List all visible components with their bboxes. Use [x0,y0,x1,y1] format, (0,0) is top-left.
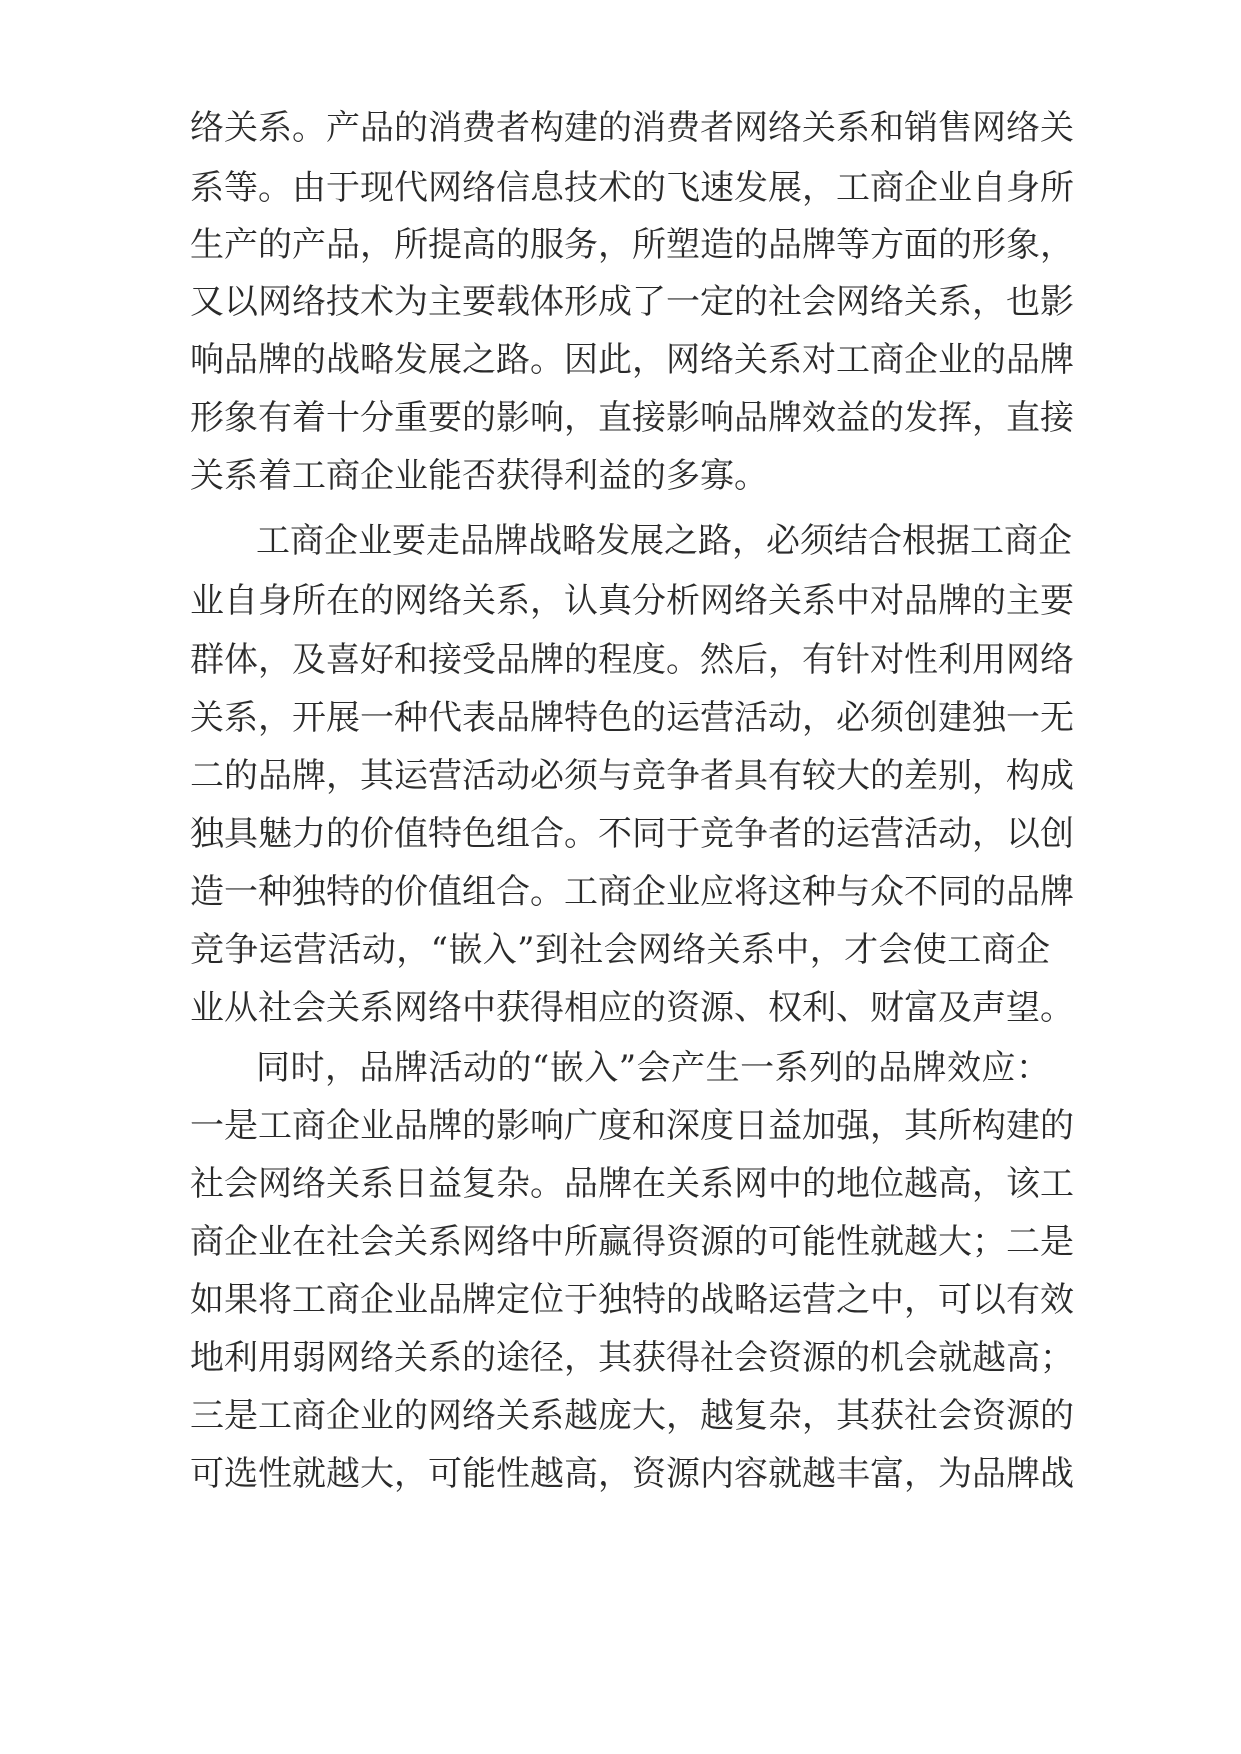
text-line: 地利用弱网络关系的途径，其获得社会资源的机会就越高； [190,1338,1074,1378]
paragraph-1-line [0,272,1241,332]
text-line: 形象有着十分重要的影响，直接影响品牌效益的发挥，直接 [190,398,1074,438]
paragraph-3-line [0,1154,1241,1214]
paragraph-2-line [0,630,1241,690]
text-line: 业自身所在的网络关系，认真分析网络关系中对品牌的主要 [190,581,1074,621]
text-line: 工商企业要走品牌战略发展之路，必须结合根据工商企 [256,521,1072,561]
text-line: 又以网络技术为主要载体形成了一定的社会网络关系，也影 [190,282,1074,322]
paragraph-3-line [0,1096,1241,1156]
text-line: 响品牌的战略发展之路。因此，网络关系对工商企业的品牌 [190,340,1074,380]
text-line: 可选性就越大，可能性越高，资源内容就越丰富，为品牌战 [190,1454,1074,1494]
text-line: 造一种独特的价值组合。工商企业应将这种与众不同的品牌 [190,872,1074,912]
text-line: 关系着工商企业能否获得利益的多寡。 [190,456,768,496]
text-line: 竞争运营活动，“嵌入”到社会网络关系中，才会使工商企 [190,930,1050,970]
text-line: 群体，及喜好和接受品牌的程度。然后，有针对性利用网络 [190,640,1074,680]
text-line: 三是工商企业的网络关系越庞大，越复杂，其获社会资源的 [190,1396,1074,1436]
text-line: 一是工商企业品牌的影响广度和深度日益加强，其所构建的 [190,1106,1074,1146]
text-line: 络关系。产品的消费者构建的消费者网络关系和销售网络关 [190,108,1074,148]
paragraph-3-line [0,1270,1241,1330]
text-line: 商企业在社会关系网络中所赢得资源的可能性就越大；二是 [190,1222,1074,1262]
paragraph-2-line [0,688,1241,748]
text-line: 生产的产品，所提高的服务，所塑造的品牌等方面的形象， [190,225,1074,265]
text-line: 系等。由于现代网络信息技术的飞速发展，工商企业自身所 [190,168,1074,208]
text-line: 同时，品牌活动的“嵌入”会产生一系列的品牌效应： [256,1048,1050,1088]
paragraph-2-line [0,862,1241,922]
paragraph-3-line [0,1328,1241,1388]
paragraph-1-line [0,330,1241,390]
paragraph-1-line [0,98,1241,158]
text-line: 业从社会关系网络中获得相应的资源、权利、财富及声望。 [190,988,1074,1028]
paragraph-1-line [0,158,1241,218]
paragraph-3-line [0,1038,1241,1098]
paragraph-1-line [0,215,1241,275]
paragraph-2-line [0,920,1241,980]
paragraph-3-line [0,1386,1241,1446]
paragraph-2-line [0,746,1241,806]
text-line: 如果将工商企业品牌定位于独特的战略运营之中，可以有效 [190,1280,1074,1320]
paragraph-3-line [0,1444,1241,1504]
paragraph-2-line [0,978,1241,1038]
text-line: 关系，开展一种代表品牌特色的运营活动，必须创建独一无 [190,698,1074,738]
text-line: 社会网络关系日益复杂。品牌在关系网中的地位越高，该工 [190,1164,1074,1204]
text-line: 独具魅力的价值特色组合。不同于竞争者的运营活动，以创 [190,814,1074,854]
paragraph-2-line [0,511,1241,571]
paragraph-2-line [0,804,1241,864]
text-line: 二的品牌，其运营活动必须与竞争者具有较大的差别，构成 [190,756,1074,796]
paragraph-2-line [0,571,1241,631]
paragraph-3-line [0,1212,1241,1272]
paragraph-1-line [0,388,1241,448]
paragraph-1-line [0,446,1241,506]
